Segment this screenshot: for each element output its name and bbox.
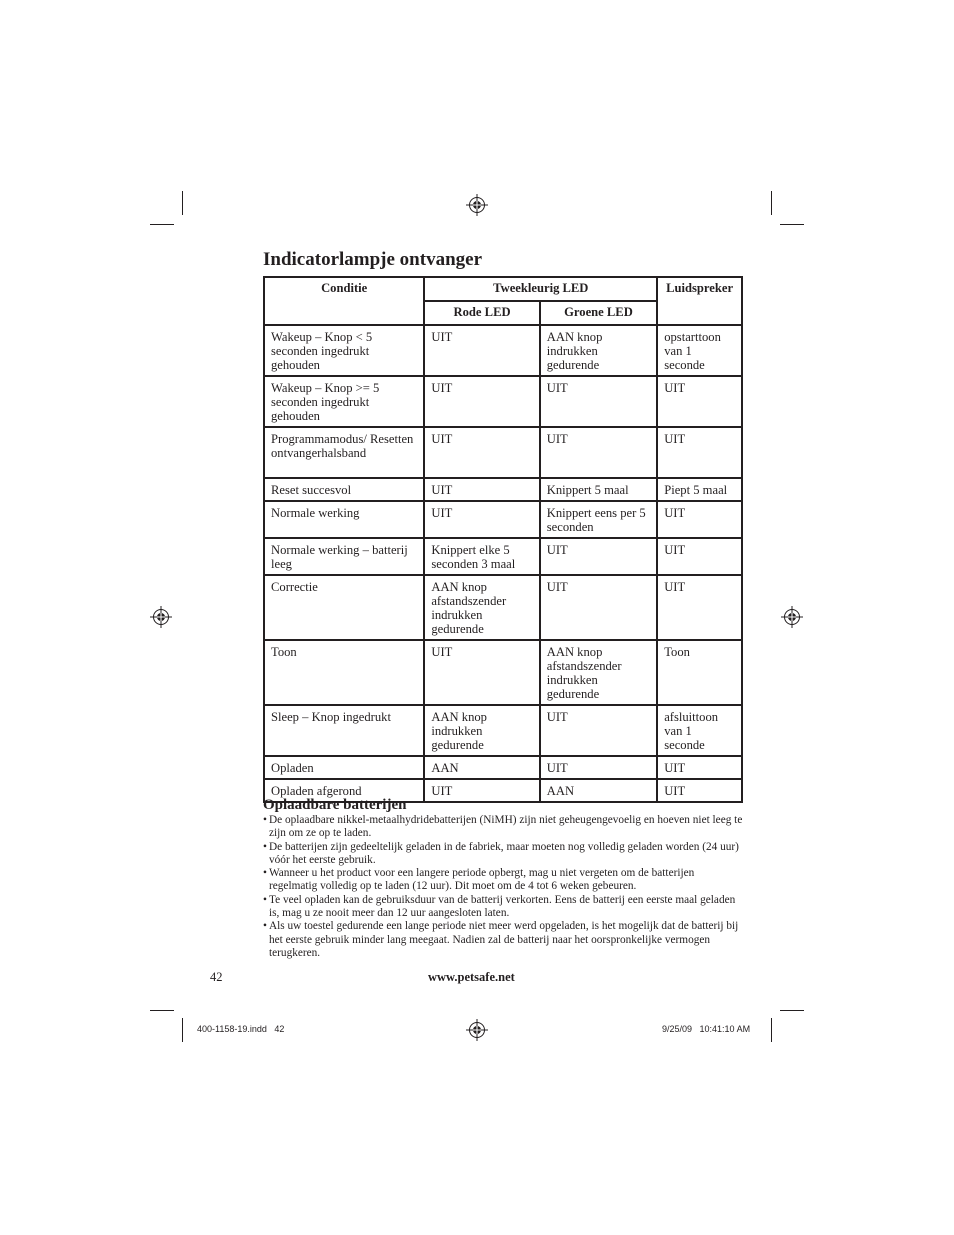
cell-condition: Wakeup – Knop < 5 seconden ingedrukt gehouden: [264, 325, 424, 376]
list-item: • De oplaadbare nikkel-metaalhydridebatterijen (NiMH) zijn niet geheugengevoelig en hoeven niet leeg te zijn om ze op te laden.: [263, 814, 743, 841]
list-item: • Te veel opladen kan de gebruiksduur van de batterij verkorten. Eens de batterij een eerste maal geladen is, mag u ze nooit meer dan 12 uur aangesloten laten.: [263, 894, 743, 921]
registration-mark-icon: [150, 606, 172, 628]
cell-red: UIT: [424, 501, 539, 538]
header-bicolor-led: Tweekleurig LED: [424, 277, 657, 301]
crop-mark: [771, 1018, 772, 1042]
cell-condition: Sleep – Knop ingedrukt: [264, 705, 424, 756]
table-row: [264, 325, 742, 376]
cell-condition: Opladen afgerond: [264, 779, 424, 802]
table-row: [264, 705, 742, 756]
list-item: • Wanneer u het product voor een langere periode opbergt, mag u niet vergeten om de batterijen regelmatig volledig op te laden (12 uur). Dit moet om de 4 tot 6 weken gebeuren.: [263, 867, 743, 894]
cell-speaker: UIT: [657, 376, 742, 427]
cell-red: UIT: [424, 478, 539, 501]
cell-green: AAN: [540, 779, 657, 802]
cell-condition: Opladen: [264, 756, 424, 779]
cell-green: UIT: [540, 705, 657, 756]
cell-speaker: UIT: [657, 538, 742, 575]
cell-condition: Correctie: [264, 575, 424, 640]
cell-green: Knippert eens per 5 seconden: [540, 501, 657, 538]
cell-green: UIT: [540, 427, 657, 478]
cell-green: UIT: [540, 538, 657, 575]
cell-red: UIT: [424, 779, 539, 802]
cell-condition: Programmamodus/ Resetten ontvangerhalsband: [264, 427, 424, 478]
cell-condition: Normale werking: [264, 501, 424, 538]
registration-mark-icon: [781, 606, 803, 628]
cell-speaker: UIT: [657, 501, 742, 538]
table-header-row: [264, 277, 742, 301]
cell-red: AAN knop indrukken gedurende: [424, 705, 539, 756]
slug-timestamp: 9/25/09 10:41:10 AM: [662, 1024, 751, 1034]
table-row: [264, 376, 742, 427]
cell-red: UIT: [424, 376, 539, 427]
cell-green: UIT: [540, 756, 657, 779]
indicator-table: [263, 276, 743, 803]
crop-mark: [182, 1018, 183, 1042]
cell-green: Knippert 5 maal: [540, 478, 657, 501]
table-row: [264, 478, 742, 501]
cell-red: UIT: [424, 325, 539, 376]
cell-red: UIT: [424, 427, 539, 478]
cell-green: AAN knop afstandszender indrukken gedurende: [540, 640, 657, 705]
cell-red: AAN knop afstandszender indrukken gedurende: [424, 575, 539, 640]
registration-mark-icon: [466, 194, 488, 216]
page-title: Indicatorlampje ontvanger: [263, 249, 483, 270]
cell-speaker: UIT: [657, 575, 742, 640]
registration-mark-icon: [466, 1019, 488, 1041]
cell-speaker: opstarttoon van 1 seconde: [657, 325, 742, 376]
section-heading-batteries: Oplaadbare batterijen: [263, 797, 407, 813]
cell-speaker: Toon: [657, 640, 742, 705]
footer-url: www.petsafe.net: [428, 970, 515, 984]
cell-speaker: afsluittoon van 1 seconde: [657, 705, 742, 756]
cell-green: UIT: [540, 575, 657, 640]
crop-mark: [780, 224, 804, 225]
crop-mark: [771, 191, 772, 215]
cell-condition: Wakeup – Knop >= 5 seconden ingedrukt gehouden: [264, 376, 424, 427]
cell-red: UIT: [424, 640, 539, 705]
list-item: • De batterijen zijn gedeeltelijk geladen in de fabriek, maar moeten nog volledig geladen worden (24 uur) vóór het eerste gebruik.: [263, 841, 743, 868]
crop-mark: [780, 1010, 804, 1011]
table-row: [264, 501, 742, 538]
cell-speaker: UIT: [657, 427, 742, 478]
table-row: [264, 640, 742, 705]
crop-mark: [182, 191, 183, 215]
cell-speaker: UIT: [657, 756, 742, 779]
table-row: [264, 427, 742, 478]
cell-green: AAN knop indrukken gedurende: [540, 325, 657, 376]
cell-condition: Reset succesvol: [264, 478, 424, 501]
table-row: [264, 575, 742, 640]
header-red-led: Rode LED: [424, 301, 539, 325]
battery-bullet-list: [263, 814, 743, 960]
slug-filename: 400-1158-19.indd 42: [197, 1024, 285, 1034]
cell-speaker: UIT: [657, 779, 742, 802]
cell-green: UIT: [540, 376, 657, 427]
table-row: [264, 756, 742, 779]
header-green-led: Groene LED: [540, 301, 657, 325]
crop-mark: [150, 1010, 174, 1011]
header-speaker: Luidspreker: [657, 277, 742, 325]
table-row: [264, 538, 742, 575]
cell-red: AAN: [424, 756, 539, 779]
cell-condition: Normale werking – batterij leeg: [264, 538, 424, 575]
list-item: • Als uw toestel gedurende een lange periode niet meer werd opgeladen, is het mogelijk dat de batterij bij het eerste gebruik minder lang meegaat. Nadien zal de batterij naar het oorspronkelijke vermogen terugkeren.: [263, 920, 743, 960]
page-number: 42: [210, 970, 223, 984]
cell-red: Knippert elke 5 seconden 3 maal: [424, 538, 539, 575]
cell-condition: Toon: [264, 640, 424, 705]
header-condition: Conditie: [264, 277, 424, 325]
cell-speaker: Piept 5 maal: [657, 478, 742, 501]
crop-mark: [150, 224, 174, 225]
